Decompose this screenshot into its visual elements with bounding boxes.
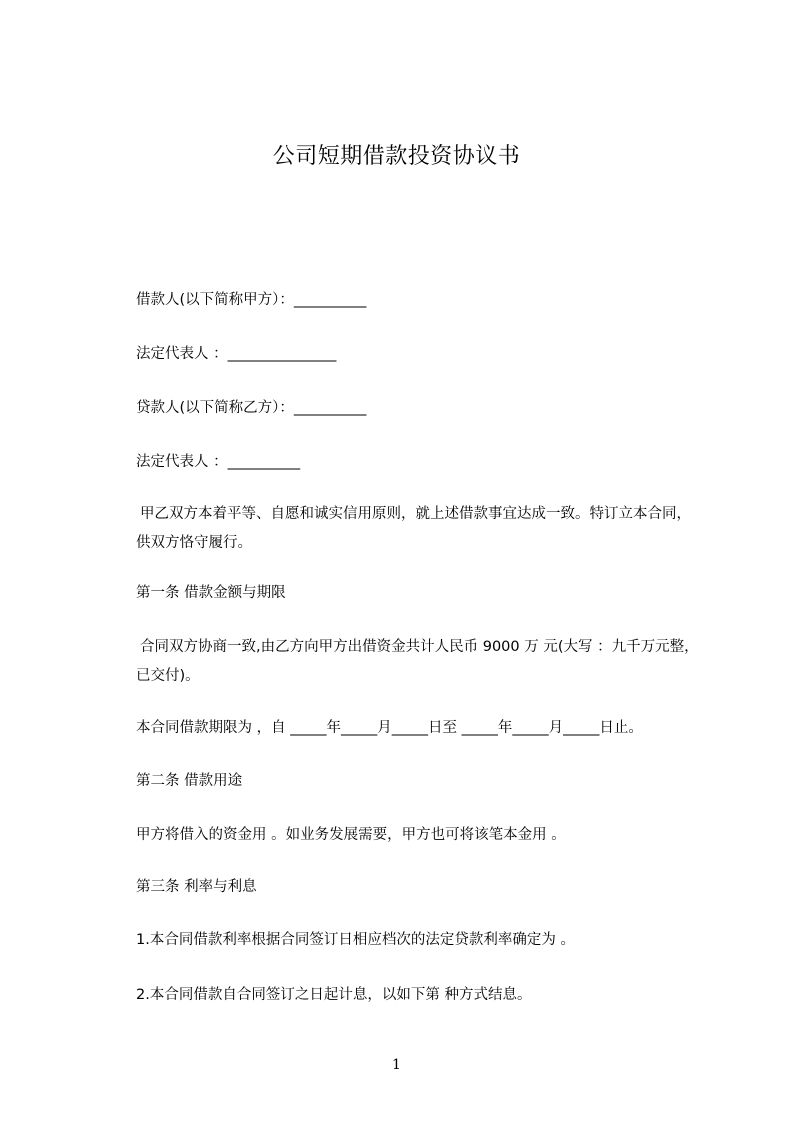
borrower-line: 借款人(以下简称甲方）：__________ [136, 292, 367, 308]
lender-line: 贷款人(以下简称乙方）：__________ [136, 400, 367, 416]
page-number: 1 [392, 1057, 401, 1073]
document-title: 公司短期借款投资协议书 [272, 144, 521, 169]
preamble-paragraph: 甲乙双方本着平等、自愿和诚实信用原则，就上述借款事宜达成一致。特订立本合同，供双方恪守履行。 [136, 506, 691, 551]
article-2-body: 甲方将借入的资金用 。如业务发展需要，甲方也可将该笔本金用 。 [136, 827, 566, 843]
lender-representative-line: 法定代表人 ：__________ [136, 454, 301, 470]
borrower-representative-line: 法定代表人 ：_______________ [136, 346, 337, 362]
article-1-amount-paragraph: 合同双方协商一致,由乙方向甲方出借资金共计人民币 9000 万 元(大写 ：九千万元整，已交付)。 [136, 639, 699, 684]
article-1-term-line: 本合同借款期限为 ，自 _____年_____月_____日至 _____年_____月_____日止。 [136, 720, 643, 736]
article-3-heading: 第三条 利率与利息 [136, 879, 257, 895]
article-2-heading: 第二条 借款用途 [136, 773, 243, 789]
article-3-item-1: 1.本合同借款利率根据合同签订日相应档次的法定贷款利率确定为 。 [136, 932, 575, 948]
article-1-heading: 第一条 借款金额与期限 [136, 585, 286, 601]
article-3-item-2: 2.本合同借款自合同签订之日起计息，以如下第 种方式结息。 [136, 987, 532, 1003]
